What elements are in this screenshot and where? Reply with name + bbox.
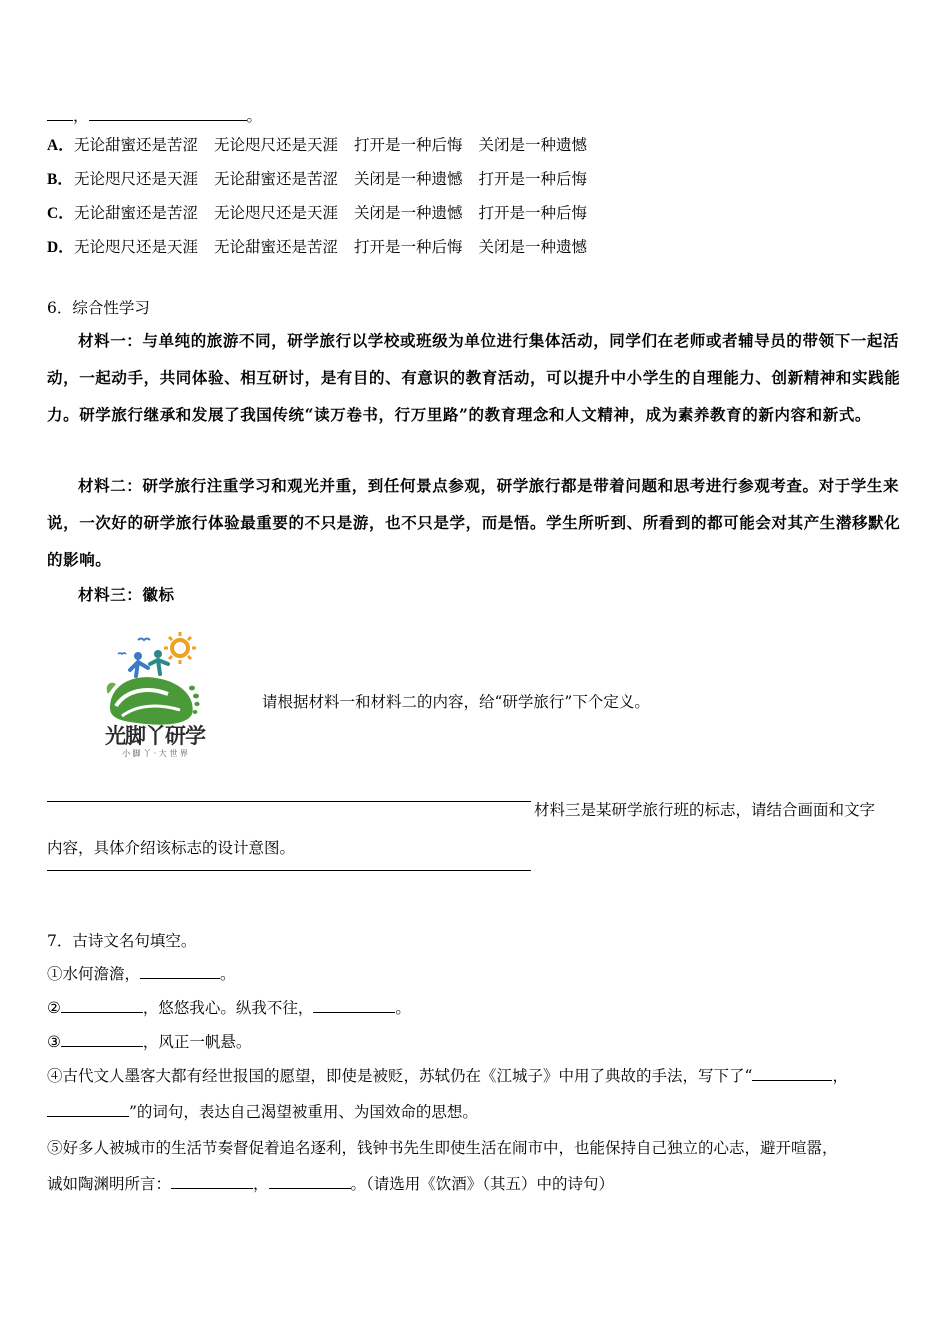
question-6-title: 6．综合性学习 xyxy=(47,299,150,317)
blank[interactable] xyxy=(313,998,395,1013)
poem-item-1: ①水何澹澹， 。 xyxy=(47,965,236,983)
answer-line-1[interactable] xyxy=(47,801,531,802)
option-b[interactable]: B． 无论咫尺还是天涯 无论甜蜜还是苦涩 关闭是一种遗憾 打开是一种后悔 xyxy=(47,170,587,188)
poem-item-3: ③ ，风正一帆悬。 xyxy=(47,1033,252,1051)
option-a[interactable]: A． 无论甜蜜还是苦涩 无论咫尺还是天涯 打开是一种后悔 关闭是一种遗憾 xyxy=(47,136,587,154)
prompt-definition: 请根据材料一和材料二的内容，给“研学旅行”下个定义。 xyxy=(262,693,650,711)
blank[interactable] xyxy=(61,998,143,1013)
poem-item-4-cont: ”的词句，表达自己渴望被重用、为国效命的思想。 xyxy=(47,1100,478,1122)
blank[interactable] xyxy=(89,106,247,121)
answer-line-2[interactable] xyxy=(47,870,531,871)
fragment-line: ， 。 xyxy=(47,104,262,126)
logo-main-text: 光脚丫研学 xyxy=(105,724,205,748)
material-1: 材料一：与单纯的旅游不同，研学旅行以学校或班级为单位进行集体活动，同学们在老师或者辅导员的带领下一起活动，一起动手，共同体验、相互研讨，是有目的、有意识的教育活动，可以提升中小学生的自理能力、创新精神和实践能力。研学旅行继承和发展了我国传统“读万卷书，行万里路”的教育理念和人文精神，成为素养教育的新内容和新式。 xyxy=(47,331,901,424)
question-7-title: 7．古诗文名句填空。 xyxy=(47,932,197,950)
poem-item-5-cont: 诚如陶渊明所言： ， 。（请选用《饮酒》（其五）中的诗句） xyxy=(47,1175,615,1193)
blank[interactable] xyxy=(61,1032,143,1047)
prompt-logo-design-cont: 内容，具体介绍该标志的设计意图。 xyxy=(47,839,296,857)
option-d[interactable]: D． 无论咫尺还是天涯 无论甜蜜还是苦涩 打开是一种后悔 关闭是一种遗憾 xyxy=(47,238,587,256)
option-c[interactable]: C． 无论甜蜜还是苦涩 无论咫尺还是天涯 关闭是一种遗憾 打开是一种后悔 xyxy=(47,204,587,222)
study-tour-logo xyxy=(96,628,214,764)
poem-item-4: ④古代文人墨客大都有经世报国的愿望，即使是被贬，苏轼仍在《江城子》中用了典故的手法，写下了“ ， xyxy=(47,1067,848,1085)
blank[interactable] xyxy=(47,1102,129,1117)
material-3-label: 材料三：徽标 xyxy=(78,585,175,604)
poem-item-5: ⑤好多人被城市的生活节奏督促着追名逐利，钱钟书先生即使生活在闹市中，也能保持自己独立的心志，避开喧嚣， xyxy=(47,1139,838,1157)
blank[interactable] xyxy=(171,1174,253,1189)
blank[interactable] xyxy=(752,1066,832,1081)
blank[interactable] xyxy=(140,964,220,979)
logo-sub-text: 小 脚 丫 · 大 世 界 xyxy=(122,749,188,758)
blank[interactable] xyxy=(47,106,73,121)
prompt-logo-design: 材料三是某研学旅行班的标志，请结合画面和文字 xyxy=(534,801,876,819)
poem-item-2: ② ，悠悠我心。纵我不往， 。 xyxy=(47,999,411,1017)
blank[interactable] xyxy=(269,1174,351,1189)
material-2: 材料二：研学旅行注重学习和观光并重，到任何景点参观，研学旅行都是带着问题和思考进行参观考查。对于学生来说，一次好的研学旅行体验最重要的不只是游，也不只是学，而是悟。学生所听到、所看到的都可能会对其产生潜移默化的影响。 xyxy=(47,476,901,569)
